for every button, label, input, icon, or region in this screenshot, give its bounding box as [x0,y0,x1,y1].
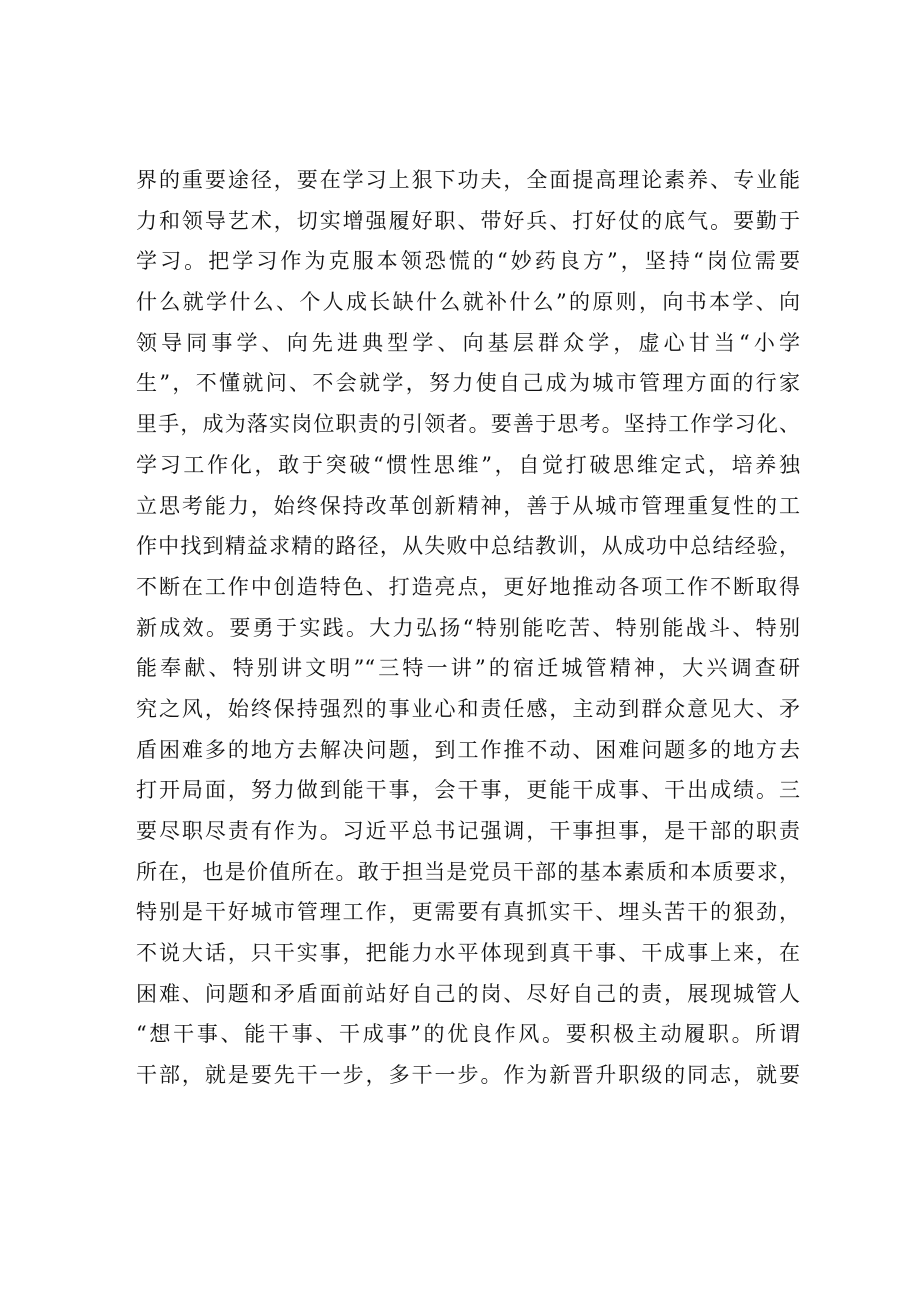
text-line-22: “想干事、能干事、干成事”的优良作风。要积极主动履职。所谓 [136,1022,800,1047]
text-line-7: 里手，成为落实岗位职责的引领者。要善于思考。坚持工作学习化、 [136,412,800,437]
body-text [136,160,800,1096]
text-line-1: 界的重要途径，要在学习上狠下功夫，全面提高理论素养、专业能 [136,168,800,192]
text-line-2: 力和领导艺术，切实增强履好职、带好兵、打好仗的底气。要勤于 [136,208,800,233]
text-line-12: 新成效。要勇于实践。大力弘扬“特别能吃苦、特别能战斗、特别 [136,615,800,640]
text-line-10: 作中找到精益求精的路径，从失败中总结教训，从成功中总结经验， [136,534,800,559]
text-line-16: 打开局面，努力做到能干事，会干事，更能干成事、干出成绩。三 [136,778,800,803]
text-line-5: 领导同事学、向先进典型学、向基层群众学，虚心甘当“小学 [136,330,800,355]
text-line-4: 什么就学什么、个人成长缺什么就补什么”的原则，向书本学、向 [136,290,800,315]
text-line-8: 学习工作化，敢于突破“惯性思维”，自觉打破思维定式，培养独 [136,452,800,477]
text-line-9: 立思考能力，始终保持改革创新精神，善于从城市管理重复性的工 [136,493,800,518]
text-line-13: 能奉献、特别讲文明”“三特一讲”的宿迁城管精神，大兴调查研 [136,656,800,681]
text-line-20: 不说大话，只干实事，把能力水平体现到真干事、干成事上来，在 [136,941,800,966]
text-line-21: 困难、问题和矛盾面前站好自己的岗、尽好自己的责，展现城管人 [136,981,800,1006]
text-line-18: 所在，也是价值所在。敢于担当是党员干部的基本素质和本质要求， [136,859,800,884]
text-line-3: 学习。把学习作为克服本领恐慌的“妙药良方”，坚持“岗位需要 [136,249,800,274]
text-line-17: 要尽职尽责有作为。习近平总书记强调，干事担事，是干部的职责 [136,819,800,843]
text-line-6: 生”，不懂就问、不会就学，努力使自己成为城市管理方面的行家 [136,371,800,396]
text-line-14: 究之风，始终保持强烈的事业心和责任感，主动到群众意见大、矛 [136,696,800,721]
text-line-15: 盾困难多的地方去解决问题，到工作推不动、困难问题多的地方去 [136,737,800,762]
text-line-23: 干部，就是要先干一步，多干一步。作为新晋升职级的同志，就要 [136,1063,800,1088]
text-line-11: 不断在工作中创造特色、打造亮点，更好地推动各项工作不断取得 [136,574,800,599]
text-line-19: 特别是干好城市管理工作，更需要有真抓实干、埋头苦干的狠劲， [136,900,800,925]
